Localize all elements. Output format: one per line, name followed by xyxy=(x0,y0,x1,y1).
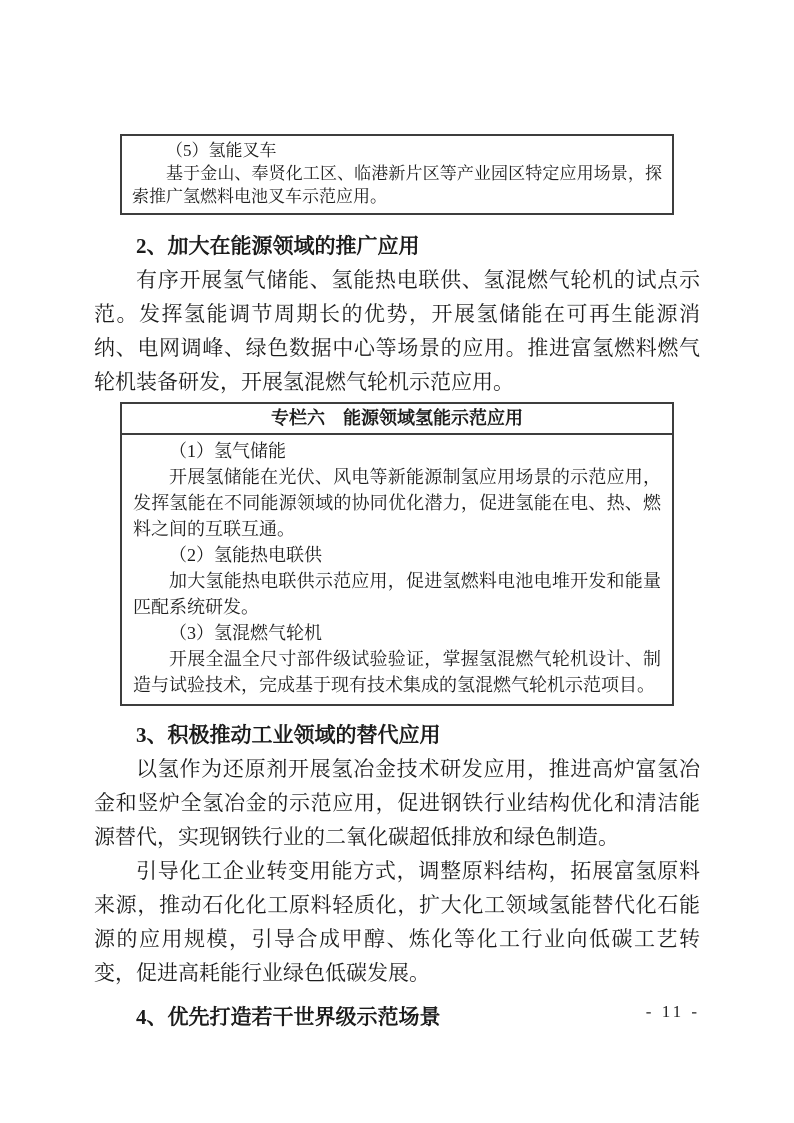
forklift-heading: （5）氢能叉车 xyxy=(166,141,277,160)
forklift-body-text: 基于金山、奉贤化工区、临港新片区等产业园区特定应用场景，探索推广氢燃料电池叉车示范应用。 xyxy=(132,164,662,206)
column-six-item-1-heading: （1）氢气储能 xyxy=(169,441,286,461)
column-six-item-2-heading: （2）氢能热电联供 xyxy=(169,545,322,565)
column-six-item-3-heading: （3）氢混燃气轮机 xyxy=(169,623,322,643)
callout-box-forklift xyxy=(120,134,674,215)
column-six-box xyxy=(120,402,674,706)
section-2-paragraph: 有序开展氢气储能、氢能热电联供、氢混燃气轮机的试点示范。发挥氢能调节周期长的优势，开展氢储能在可再生能源消纳、电网调峰、绿色数据中心等场景的应用。推进富氢燃料燃气轮机装备研发，开展氢混燃气轮机示范应用。 xyxy=(94,268,700,394)
section-3-paragraph-chemical: 引导化工企业转变用能方式，调整原料结构，拓展富氢原料来源，推动石化化工原料轻质化，扩大化工领域氢能替代化石能源的应用规模，引导合成甲醇、炼化等化工行业向低碳工艺转变，促进高耗能行业绿色低碳发展。 xyxy=(94,859,700,985)
section-4-heading: 4、优先打造若干世界级示范场景 xyxy=(136,1005,441,1029)
column-six-item-3-body: 开展全温全尺寸部件级试验验证，掌握氢混燃气轮机设计、制造与试验技术，完成基于现有技术集成的氢混燃气轮机示范项目。 xyxy=(133,649,661,695)
section-3-paragraph-steel: 以氢作为还原剂开展氢冶金技术研发应用，推进高炉富氢冶金和竖炉全氢冶金的示范应用，促进钢铁行业结构优化和清洁能源替代，实现钢铁行业的二氧化碳超低排放和绿色制造。 xyxy=(94,757,700,849)
section-2-heading: 2、加大在能源领域的推广应用 xyxy=(136,234,420,258)
callout-box-forklift-body xyxy=(122,136,672,213)
column-six-item-2-body: 加大氢能热电联供示范应用，促进氢燃料电池电堆开发和能量匹配系统研发。 xyxy=(133,571,661,617)
page-number: - 11 - xyxy=(645,1002,700,1021)
section-3-heading: 3、积极推动工业领域的替代应用 xyxy=(136,723,441,747)
column-six-body xyxy=(122,435,672,704)
column-six-item-1-body: 开展氢储能在光伏、风电等新能源制氢应用场景的示范应用，发挥氢能在不同能源领域的协同优化潜力，促进氢能在电、热、燃料之间的互联互通。 xyxy=(133,467,661,539)
column-six-title: 专栏六 能源领域氢能示范应用 xyxy=(122,404,672,435)
page-content xyxy=(94,134,700,1034)
